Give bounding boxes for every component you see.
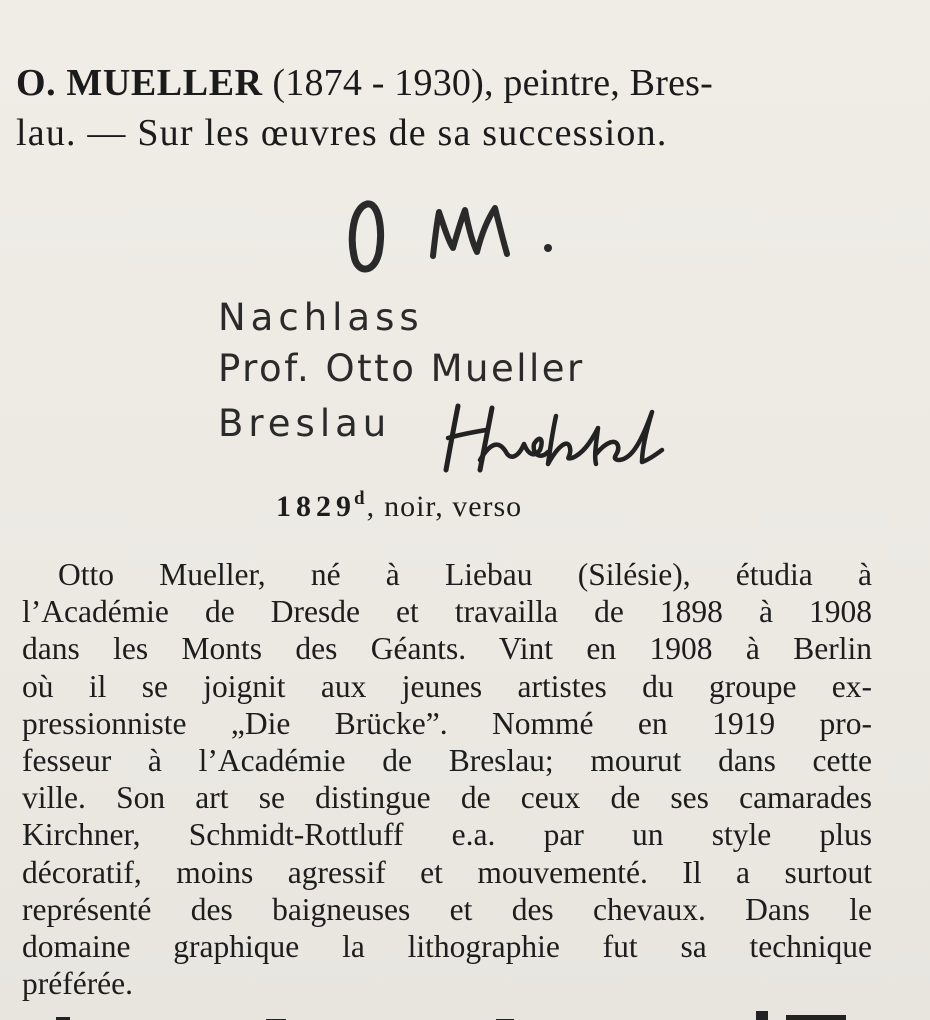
stamp-city: Breslau bbox=[218, 402, 392, 445]
artist-name: O. MUELLER bbox=[16, 62, 263, 104]
cut-off-text-tops bbox=[56, 1007, 876, 1020]
body-line: Kirchner, Schmidt-Rottluff e.a. par un style plus bbox=[22, 817, 872, 853]
stamp-nachlass: Nachlass bbox=[218, 296, 424, 339]
body-line: l’Académie de Dresde et travailla de 1898 à 1908 bbox=[22, 594, 872, 630]
stamp-professor-name: Prof. Otto Mueller bbox=[218, 347, 585, 390]
catalogue-superscript: d bbox=[354, 488, 365, 509]
body-line: où il se joignit aux jeunes artistes du groupe ex- bbox=[22, 668, 872, 704]
body-line: représenté des baigneuses et des chevaux. Dans le bbox=[22, 891, 872, 927]
body-line: Otto Mueller, né à Liebau (Silésie), étudia à bbox=[58, 557, 872, 592]
body-line: décoratif, moins agressif et mouvementé. Il a surtout bbox=[22, 854, 872, 890]
catalogue-number: 1829 bbox=[276, 490, 356, 523]
body-line: dans les Monts des Géants. Vint en 1908 à Berlin bbox=[22, 631, 872, 667]
cut-off-next-line bbox=[0, 1003, 930, 1020]
reference-comma: , bbox=[366, 490, 375, 523]
reference-description: noir, verso bbox=[384, 490, 523, 523]
body-line: domaine graphique la lithographie fut sa technique bbox=[22, 929, 872, 965]
body-line: fesseur à l’Académie de Breslau; mourut dans cette bbox=[22, 743, 872, 779]
heckel-signature bbox=[440, 398, 685, 478]
catalogue-reference bbox=[276, 490, 522, 524]
body-line: ville. Son art se distingue de ceux de ses camarades bbox=[22, 780, 872, 816]
heading-details: (1874 - 1930), peintre, Bres- bbox=[262, 62, 713, 104]
body-line: pressionniste „Die Brücke”. Nommé en 1919 pro- bbox=[22, 705, 872, 741]
biography-paragraph bbox=[22, 556, 872, 1002]
body-line: préférée. bbox=[22, 966, 134, 1002]
stamp-initials-om bbox=[345, 190, 575, 280]
entry-heading bbox=[16, 58, 886, 158]
heading-subtitle: lau. — Sur les œuvres de sa succession. bbox=[16, 112, 668, 154]
